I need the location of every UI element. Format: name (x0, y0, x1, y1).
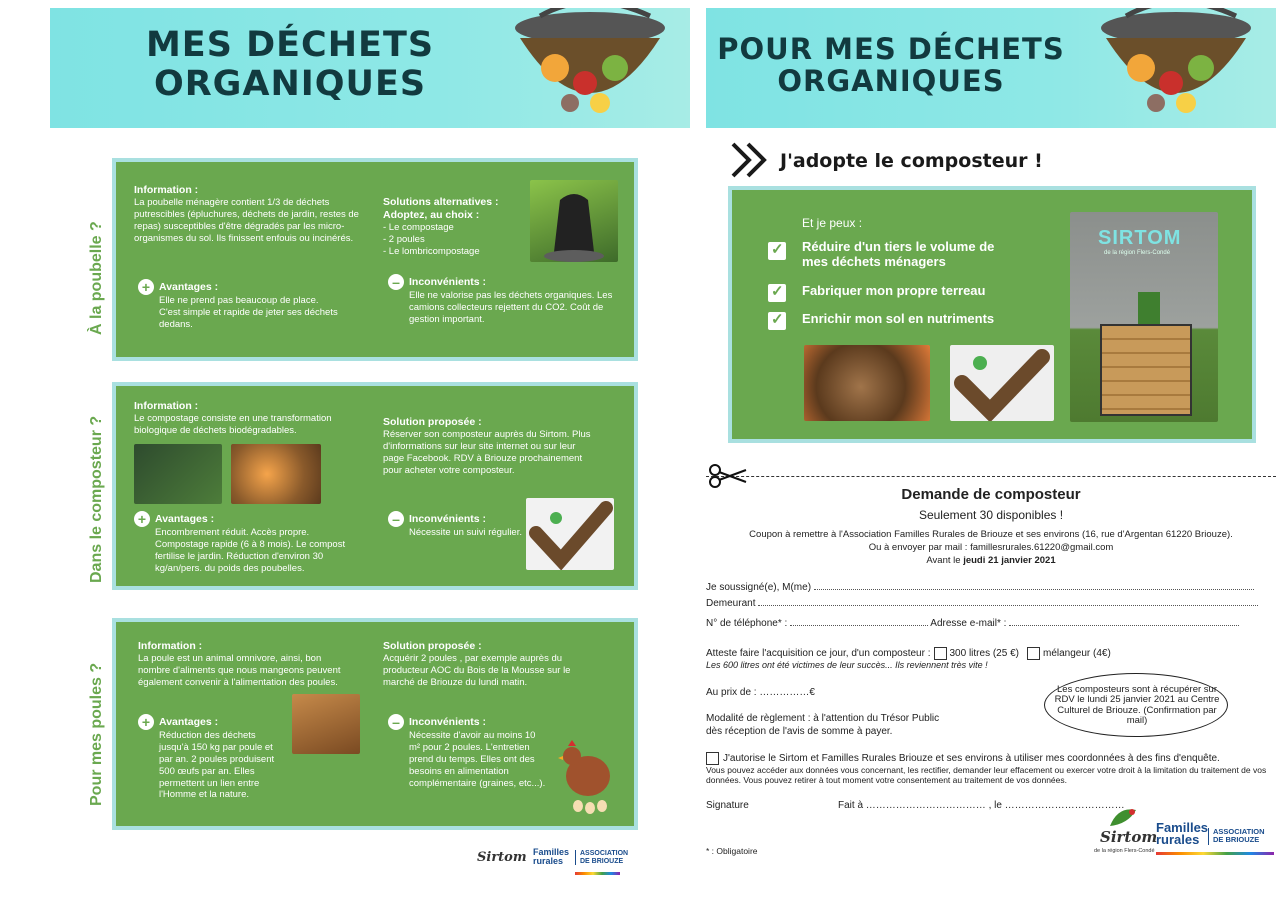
girl-with-hen-photo (292, 694, 360, 754)
name-field[interactable] (814, 589, 1254, 590)
sirtom-logo: Sirtom (477, 850, 527, 865)
left-logos (475, 838, 629, 882)
right-banner (706, 8, 1276, 128)
cons-text: Nécessite un suivi régulier. (409, 527, 522, 538)
sol-title: Solution proposée : (383, 640, 482, 652)
deadline-line (706, 555, 1276, 566)
compost-checkmark-photo (526, 498, 614, 570)
cons-title: Inconvénients : (409, 275, 487, 288)
right-banner-title: POUR MES DÉCHETS ORGANIQUES (717, 32, 1065, 98)
coupon-text: Coupon à remettre à l'Association Familles Rurales de Briouze et ses environs (16, rue d'Argentan 61220 Briouze). (749, 529, 1233, 540)
attest-label: Atteste faire l'acquisition ce jour, d'un composteur : (706, 648, 931, 660)
can-title: Et je peux : (802, 216, 863, 230)
benefit-item: Enrichir mon sol en nutriments (802, 311, 995, 326)
sirtom-logo: Sirtom (1100, 828, 1158, 846)
composter-bin-photo (134, 444, 222, 504)
compost-bin-illustration (1086, 8, 1256, 128)
name-line (706, 582, 1254, 593)
adv-title: Avantages : (159, 715, 219, 728)
card-composteur (112, 382, 638, 590)
stock-note: Les 600 litres ont été victimes de leur succès... Ils reviennent très vite ! (706, 660, 988, 670)
opt-melangeur-label: mélangeur (4€) (1042, 648, 1111, 660)
sol-text: Réserver son composteur auprès du Sirtom. Plus d'informations sur leur site internet ou sur leur page Facebook. RDV à Briouze prochainement pour acheter votre composteur. (383, 429, 591, 476)
minus-icon: – (388, 714, 404, 730)
hen-illustration (558, 734, 618, 814)
sirtom-logo-sub: de la région Flers-Condé (1094, 848, 1155, 854)
plus-icon: + (138, 279, 154, 295)
left-banner (50, 8, 690, 128)
right-logos (1094, 806, 1276, 862)
familles-logo-1: Familles (533, 847, 570, 857)
sol-text: Acquérir 2 poules , par exemple auprès du producteur AOC du Bois de la Mousse sur le marché de Briouze du lundi matin. (383, 653, 571, 688)
scissors-icon (708, 464, 748, 488)
name-label: Je soussigné(e), M(me) (706, 582, 814, 593)
compost-bin-illustration (500, 8, 670, 128)
cons-text: Nécessite d'avoir au moins 10 m² pour 2 poules. L'entretien prend du temps. Elles ont des besoins en alimentation complémentaire (graines, etc...). (409, 730, 546, 789)
minus-icon: – (388, 511, 404, 527)
compost-checkmark-photo (950, 345, 1054, 421)
plus-icon: + (134, 511, 150, 527)
email-field[interactable] (1009, 625, 1239, 626)
side-label-poubelle: À la poubelle ? (88, 221, 105, 335)
alt-subtitle: Adoptez, au choix : (383, 209, 480, 222)
alt-item: - Le lombricompostage (383, 246, 480, 257)
info-title: Information : (134, 184, 199, 196)
left-banner-title: MES DÉCHETS ORGANIQUES (145, 25, 435, 104)
cons-title: Inconvénients : (409, 512, 487, 525)
price-line: Au prix de : ……………€ (706, 687, 815, 698)
adopt-title: J'adopte le composteur ! (780, 150, 1043, 172)
side-label-composteur: Dans le composteur ? (88, 415, 105, 583)
sirtom-sign-sub: de la région Flers-Condé (1104, 250, 1171, 256)
payment-line-1: Modalité de règlement : à l'attention du Trésor Public (706, 713, 940, 724)
assoc-logo-2: DE BRIOUZE (580, 857, 624, 865)
sirtom-composter-photo (1070, 212, 1218, 422)
compost-hands-photo (231, 444, 321, 504)
minus-icon: – (388, 274, 404, 290)
pickup-text: Les composteurs sont à récupérer sur RDV le lundi 25 janvier 2021 au Centre Culturel de Briouze. (Confirmation par mail) (1054, 684, 1220, 727)
opt-300l-label: 300 litres (25 €) (949, 648, 1019, 660)
benefit-item: Réduire d'un tiers le volume de mes déchets ménagers (802, 239, 995, 269)
info-text: Le compostage consiste en une transformation biologique de déchets biodégradables. (134, 413, 332, 436)
assoc-logo-1: ASSOCIATION (580, 850, 629, 857)
consent-line (706, 752, 1220, 765)
info-text: La poubelle ménagère contient 1/3 de déchets putrescibles (épluchures, déchets de jardin, restes de repas) susceptibles d'être dégradés par les micro-organismes du sol. Ils finissent enfouis ou incinérés. (134, 197, 359, 244)
familles-logo-2: rurales (533, 855, 564, 866)
familles-logo-2: rurales (1156, 832, 1200, 848)
adv-text: Réduction des déchets jusqu'à 150 kg par poule et par an. 2 poules produisent 500 œufs par an. Elles permettent un lien entre l'Homme et la nature. (159, 730, 275, 801)
info-title: Information : (134, 400, 199, 412)
payment-line-2: dès réception de l'avis de somme à payer. (706, 726, 893, 737)
assoc-logo-1: ASSOCIATION (1213, 827, 1265, 836)
deadline-date: jeudi 21 janvier 2021 (963, 555, 1056, 566)
checkbox-300l[interactable] (934, 647, 947, 660)
adv-title: Avantages : (155, 512, 215, 525)
sirtom-sign-text: SIRTOM (1098, 227, 1182, 249)
compost-hands-photo (804, 345, 930, 421)
left-page (50, 0, 690, 908)
checkbox-melangeur[interactable] (1027, 647, 1040, 660)
card-poubelle (112, 158, 638, 361)
cons-title: Inconvénients : (409, 715, 487, 728)
mail-text: Ou à envoyer par mail : famillesrurales.61220@gmail.com (868, 542, 1114, 553)
address-line (706, 598, 1258, 609)
card-poules (112, 618, 638, 830)
double-chevron-icon (730, 140, 776, 180)
address-field[interactable] (758, 605, 1258, 606)
attest-line (706, 647, 1111, 660)
assoc-logo-2: DE BRIOUZE (1213, 835, 1260, 845)
consent-text: J'autorise le Sirtom et Familles Rurales Briouze et ses environs à utiliser mes coordonnées à des fins d'enquête. (723, 753, 1220, 765)
address-label: Demeurant (706, 598, 759, 609)
alt-item: - 2 poules (383, 234, 425, 246)
benefits-card (728, 186, 1256, 443)
sol-title: Solution proposée : (383, 416, 482, 428)
familles-logo-1: Familles (1156, 820, 1209, 835)
check-icon (768, 284, 786, 302)
side-label-poules: Pour mes poules ? (88, 662, 105, 806)
alt-item: - Le compostage (383, 222, 454, 234)
sirtom-leaf-icon (1108, 806, 1138, 828)
rainbow-bar (1156, 852, 1274, 855)
check-icon (768, 312, 786, 330)
required-note: * : Obligatoire (706, 846, 758, 856)
form-title: Demande de composteur (901, 486, 1081, 503)
info-text: La poule est un animal omnivore, ainsi, bon nombre d'aliments que nous mangeons peuvent également convenir à l'alimentation des poules. (138, 653, 341, 688)
done-at-line: Fait à ……………………………… , le ……………………………… (838, 800, 1125, 811)
adv-text: Elle ne prend pas beaucoup de place. C'est simple et rapide de jeter ses déchets dedans. (159, 295, 338, 330)
benefit-item: Fabriquer mon propre terreau (802, 283, 986, 298)
trash-bag-photo (530, 180, 618, 262)
plus-icon: + (138, 714, 154, 730)
checkbox-consent[interactable] (706, 752, 719, 765)
signature-label: Signature (706, 800, 749, 811)
phone-field[interactable] (790, 625, 928, 626)
cons-text: Elle ne valorise pas les déchets organiques. Les camions collecteurs rejettent du CO2. Coût de gestion important. (409, 290, 613, 325)
check-icon (768, 242, 786, 260)
rainbow-bar (575, 872, 620, 875)
email-label: Adresse e-mail* : (928, 618, 1010, 629)
right-page (706, 0, 1276, 908)
adv-text: Encombrement réduit. Accès propre. Compostage rapide (6 à 8 mois). Le compost fertilise le jardin. Réduction d'environ 30 kg/an/pers. du poids des poubelles. (155, 527, 346, 574)
info-title: Information : (138, 640, 203, 652)
form-subtitle: Seulement 30 disponibles ! (918, 508, 1064, 522)
contact-line (706, 618, 1239, 629)
adv-title: Avantages : (159, 280, 219, 293)
rights-text: Vous pouvez accéder aux données vous concernant, les rectifier, demander leur effacement ou exercer votre droit à la limitation du traitement de vos données. Vous pouvez retirer à tout moment votre consentement au traitement de vos données. (706, 765, 1267, 785)
cut-line (706, 476, 1276, 477)
alt-title: Solutions alternatives : (383, 196, 499, 208)
before-label: Avant le (926, 555, 964, 566)
phone-label: N° de téléphone* : (706, 618, 791, 629)
